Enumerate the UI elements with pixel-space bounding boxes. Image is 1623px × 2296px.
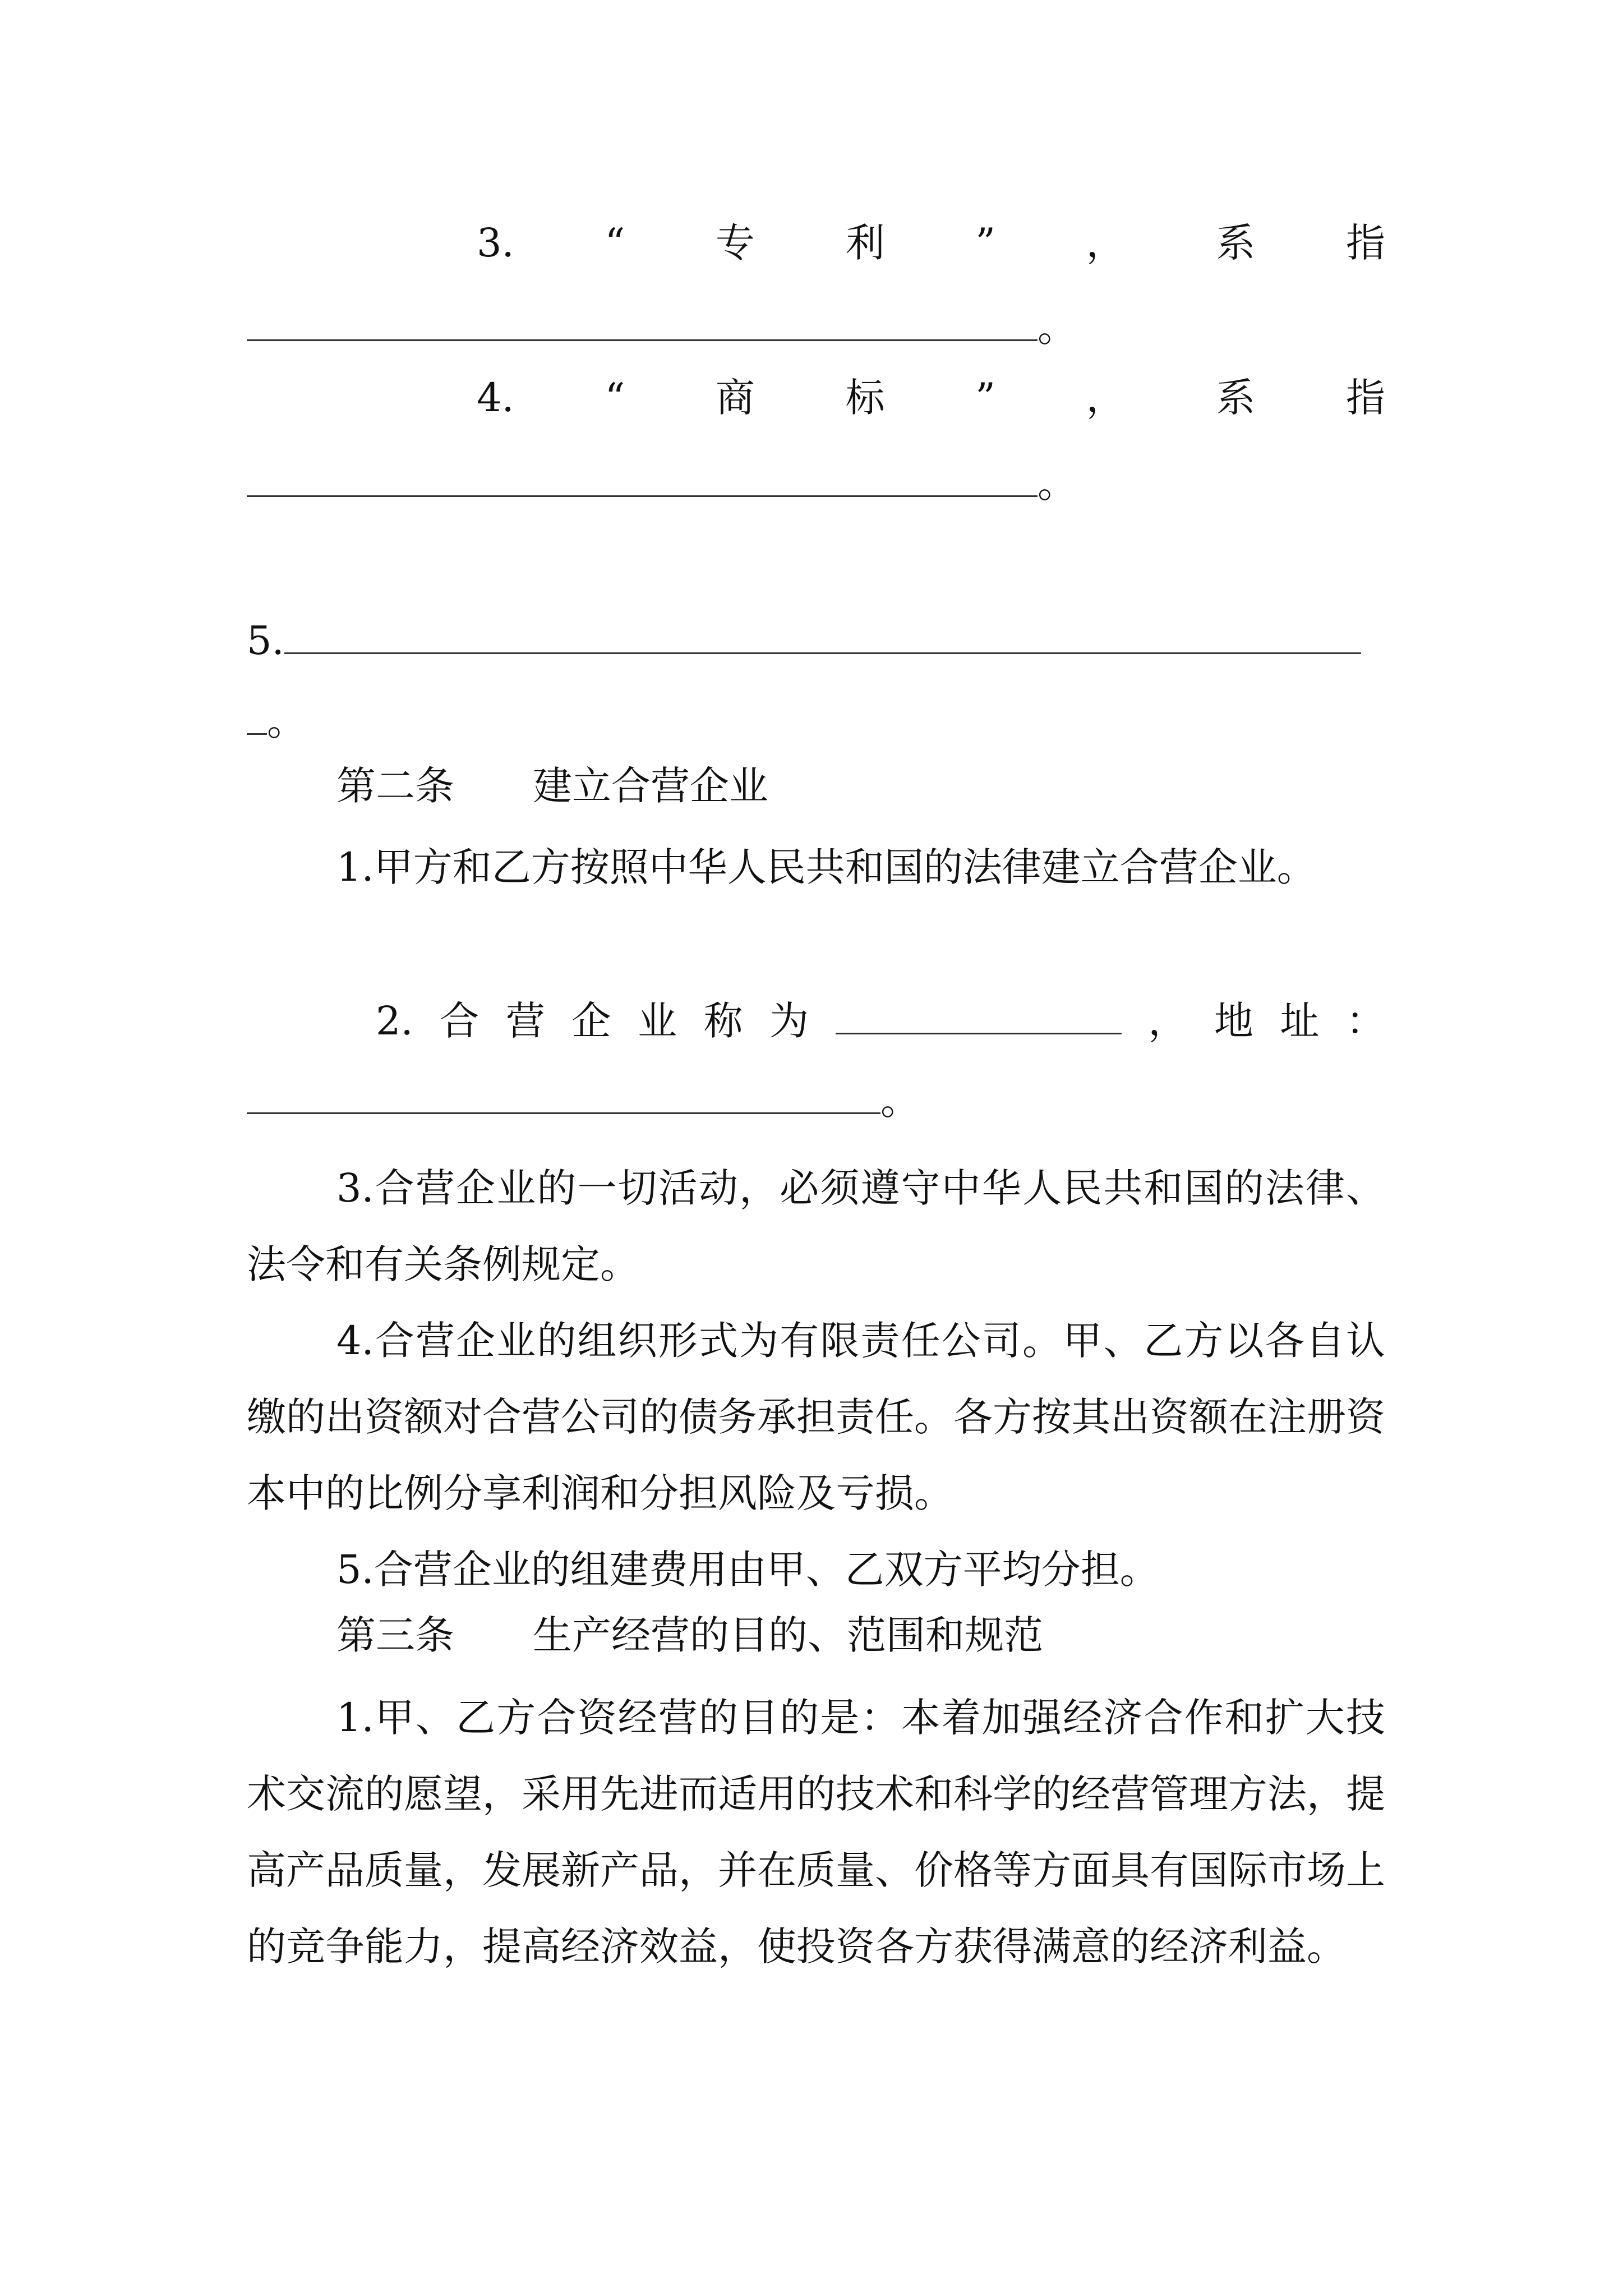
enterprise-name-blank [836, 995, 1122, 1034]
article-2-paragraph-1: 1.甲方和乙方按照中华人民共和国的法律建立合营企业。 [336, 844, 1316, 890]
item-5-blank [284, 615, 1361, 654]
definition-4-line [247, 375, 1385, 421]
article-2-p2-addr-char: 地 [1214, 997, 1253, 1044]
article-2-p2-end: 。 [880, 1077, 920, 1124]
article-2-paragraph-5: 5.合营企业的组建费用由甲、乙双方平均分担。 [336, 1547, 1159, 1593]
definition-4-char: 指 [1345, 375, 1385, 421]
item-5-blank-continued [247, 696, 306, 744]
definition-3-end: 。 [1038, 304, 1077, 351]
definition-4-char: ， [1086, 375, 1126, 421]
definition-4-char: “ [605, 375, 625, 421]
article-2-p2-char: 业 [638, 997, 677, 1044]
item-5-end: 。 [267, 698, 306, 744]
definition-4-char: 标 [845, 375, 885, 421]
definition-3-char: 系 [1216, 220, 1256, 266]
item-5-blank-tail [247, 696, 267, 735]
article-3-title: 第三条 生产经营的目的、范围和规范 [336, 1612, 1043, 1658]
definition-3-blank [247, 302, 1038, 341]
article-2-p2-addr-char: ： [1345, 997, 1385, 1044]
definition-3-char: “ [605, 220, 625, 266]
definition-3-line [247, 220, 1385, 266]
item-5-line [247, 615, 1361, 664]
definition-4-blank [247, 458, 1038, 497]
definition-4-char: 商 [715, 375, 755, 421]
definition-4-char: 系 [1216, 375, 1256, 421]
address-blank-line [247, 1075, 920, 1124]
article-2-p2-char: 企 [571, 997, 611, 1044]
article-2-paragraph-3: 3.合营企业的一切活动，必须遵守中华人民共和国的法律、法令和有关条例规定。 [247, 1165, 1385, 1287]
article-3-paragraph-1: 1.甲、乙方合资经营的目的是：本着加强经济合作和扩大技术交流的愿望，采用先进而适用的技术和科学的经营管理方法，提高产品质量，发展新产品，并在质量、价格等方面具有国际市场上的竞争能力，提高经济效益，使投资各方获得满意的经济利益。 [247, 1695, 1385, 1970]
article-2-p2-number: 2. [376, 997, 413, 1044]
definition-3-char: ” [975, 220, 996, 266]
article-2-p2-comma: ， [1148, 997, 1188, 1044]
definition-3-number: 3. [477, 220, 514, 266]
address-blank [247, 1075, 880, 1114]
item-5-number: 5. [247, 617, 284, 664]
article-2-p2-char: 营 [505, 997, 545, 1044]
definition-3-char: ， [1086, 220, 1126, 266]
definition-3-blank-line [247, 302, 1077, 351]
definition-4-number: 4. [477, 375, 514, 421]
definition-3-char: 利 [845, 220, 885, 266]
article-2-title: 第二条 建立合营企业 [336, 763, 768, 809]
article-2-p2-addr-char: 址 [1280, 997, 1320, 1044]
article-2-p2-char: 称 [703, 997, 743, 1044]
article-2-paragraph-4: 4.合营企业的组织形式为有限责任公司。甲、乙方以各自认缴的出资额对合营公司的债务承担责任。各方按其出资额在注册资本中的比例分享利润和分担风险及亏损。 [247, 1318, 1385, 1516]
article-2-paragraph-2-line [376, 995, 1385, 1044]
definition-4-end: 。 [1038, 460, 1077, 507]
article-2-p2-char: 为 [769, 997, 809, 1044]
definition-4-char: ” [975, 375, 996, 421]
definition-3-char: 指 [1345, 220, 1385, 266]
definition-4-blank-line [247, 458, 1077, 507]
article-2-p2-char: 合 [440, 997, 479, 1044]
definition-3-char: 专 [715, 220, 755, 266]
